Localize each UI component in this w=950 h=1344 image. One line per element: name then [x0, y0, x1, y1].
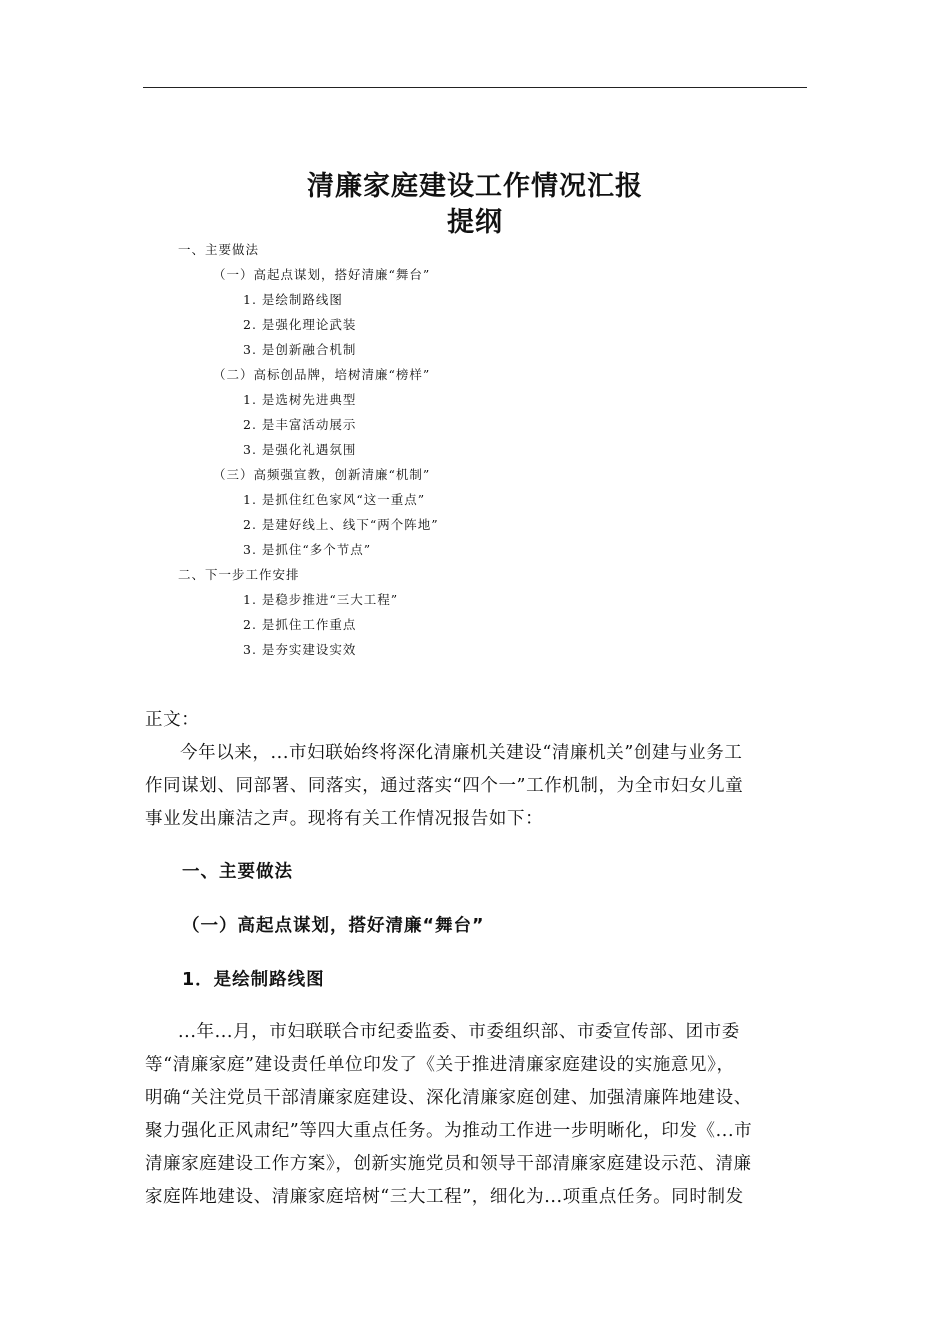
outline-item: （一）高起点谋划，搭好清廉“舞台” [213, 267, 431, 282]
outline-item: （三）高频强宣教，创新清廉“机制” [213, 467, 431, 482]
outline-item: 2. 是强化理论武装 [243, 317, 357, 332]
item-heading: 1．是绘制路线图 [182, 970, 325, 990]
paragraph-line: 家庭阵地建设、清廉家庭培树“三大工程”，细化为...项重点任务。同时制发 [145, 1187, 744, 1207]
outline-item: 1. 是绘制路线图 [243, 292, 343, 307]
document-subtitle: 提纲 [447, 207, 503, 238]
section-heading: 一、主要做法 [182, 862, 293, 882]
document-title: 清廉家庭建设工作情况汇报 [307, 171, 643, 202]
outline-item: 1. 是选树先进典型 [243, 392, 357, 407]
outline-item: （二）高标创品牌，培树清廉“榜样” [213, 367, 431, 382]
outline-item: 一、主要做法 [178, 242, 260, 257]
outline-item: 3. 是抓住“多个节点” [243, 542, 372, 557]
outline-item: 1. 是稳步推进“三大工程” [243, 592, 399, 607]
header-rule [143, 87, 807, 88]
paragraph-line: 事业发出廉洁之声。现将有关工作情况报告如下： [145, 809, 544, 829]
outline-item: 2. 是丰富活动展示 [243, 417, 357, 432]
outline-item: 2. 是建好线上、线下“两个阵地” [243, 517, 439, 532]
paragraph-line: 作同谋划、同部署、同落实，通过落实“四个一”工作机制，为全市妇女儿童 [145, 776, 744, 796]
paragraph-line: 今年以来，...市妇联始终将深化清廉机关建设“清廉机关”创建与业务工 [180, 743, 743, 763]
outline-item: 3. 是夯实建设实效 [243, 642, 357, 657]
outline-item: 3. 是强化礼遇氛围 [243, 442, 357, 457]
paragraph-line: 等“清廉家庭”建设责任单位印发了《关于推进清廉家庭建设的实施意见》， [145, 1055, 735, 1075]
outline-item: 2. 是抓住工作重点 [243, 617, 357, 632]
outline-item: 二、下一步工作安排 [178, 567, 300, 582]
paragraph-line: 聚力强化正风肃纪”等四大重点任务。为推动工作进一步明晰化，印发《...市 [145, 1121, 753, 1141]
outline-item: 3. 是创新融合机制 [243, 342, 357, 357]
paragraph-line: ...年...月，市妇联联合市纪委监委、市委组织部、市委宣传部、团市委 [178, 1022, 740, 1042]
body-label: 正文： [145, 710, 200, 730]
paragraph-line: 清廉家庭建设工作方案》，创新实施党员和领导干部清廉家庭建设示范、清廉 [145, 1154, 752, 1174]
subsection-heading: （一）高起点谋划，搭好清廉“舞台” [182, 916, 485, 936]
paragraph-line: 明确“关注党员干部清廉家庭建设、深化清廉家庭创建、加强清廉阵地建设、 [145, 1088, 752, 1108]
outline-item: 1. 是抓住红色家风“这一重点” [243, 492, 426, 507]
